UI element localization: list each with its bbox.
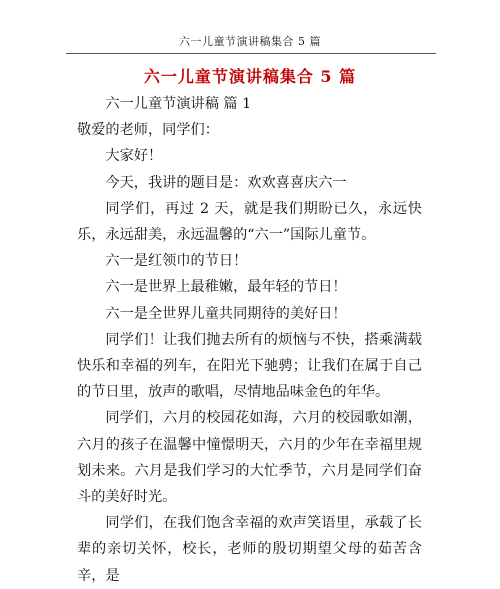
body-paragraph: 六一是红领巾的节日！ bbox=[105, 253, 248, 270]
section-heading: 六一儿童节演讲稿 篇 1 bbox=[105, 96, 252, 112]
document-body bbox=[77, 91, 422, 589]
header-divider bbox=[66, 53, 436, 54]
body-paragraph: 六一是全世界儿童共同期待的美好日！ bbox=[105, 305, 347, 322]
running-header: 六一儿童节演讲稿集合 5 篇 bbox=[179, 35, 321, 48]
document-title: 六一儿童节演讲稿集合 5 篇 bbox=[143, 67, 357, 86]
body-paragraph: 同学们，在我们饱含幸福的欢声笑语里，承载了长辈的亲切关怀，校长，老师的殷切期望父母的茹苦含辛，是 bbox=[77, 515, 422, 584]
greeting: 大家好！ bbox=[105, 148, 163, 165]
salutation: 敬爱的老师，同学们： bbox=[77, 122, 219, 139]
body-paragraph: 同学们，再过 2 天，就是我们期盼已久，永远快乐，永远甜美，永远温馨的“六一”国际儿童节。 bbox=[77, 200, 422, 244]
body-paragraph: 同学们！让我们抛去所有的烦恼与不快，搭乘满载快乐和幸福的列车，在阳光下驰骋；让我们在属于自己的节日里，放声的歌唱，尽情地品味金色的年华。 bbox=[77, 331, 422, 401]
body-paragraph: 六一是世界上最稚嫩，最年轻的节日！ bbox=[105, 279, 347, 296]
topic-line: 今天，我讲的题目是：欢欢喜喜庆六一 bbox=[105, 174, 347, 191]
body-paragraph: 同学们，六月的校园花如海，六月的校园歌如潮，六月的孩子在温馨中憧憬明天，六月的少年在幸福里规划未来。六月是我们学习的大忙季节，六月是同学们奋斗的美好时光。 bbox=[77, 410, 422, 506]
